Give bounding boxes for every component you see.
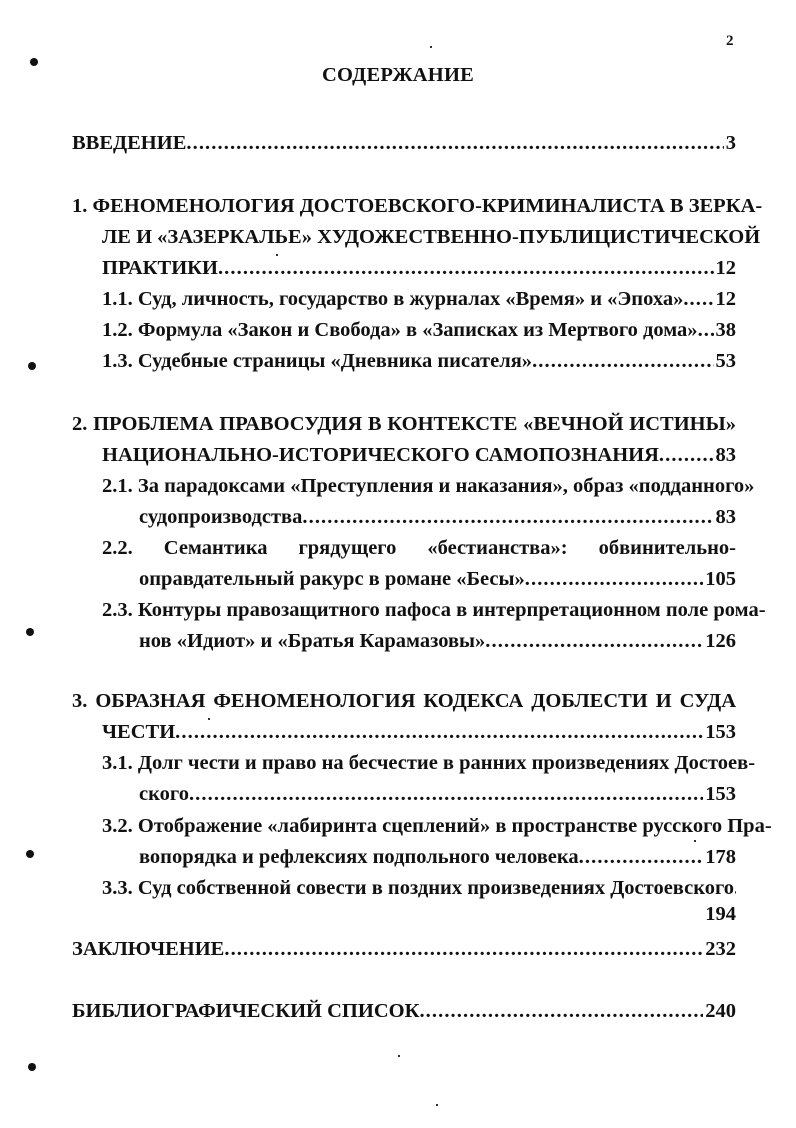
toc-section-2-3-end: нов «Идиот» и «Братья Карамазовы» 126 .....: [139, 628, 736, 654]
toc-section-2-2-end: оправдательный ракурс в романе «Бесы» 105 .....: [139, 566, 736, 592]
toc-chapter-1-cont: ЛЕ И «ЗАЗЕРКАЛЬЕ» ХУДОЖЕСТВЕННО-ПУБЛИЦИСТИЧЕСКОЙ: [102, 226, 761, 248]
toc-section-3-1: 3.1. Долг чести и право на бесчестие в ранних произведениях Достоев-: [102, 752, 756, 774]
toc-section-1-3: 1.3. Судебные страницы «Дневника писателя» 53 .....: [102, 348, 736, 374]
toc-section-1-2: 1.2. Формула «Закон и Свобода» в «Записках из Мертвого дома» 38 .....: [102, 317, 736, 343]
binding-hole-mark: [28, 1063, 36, 1071]
toc-section-3-2-end: вопорядка и рефлексиях подпольного человека 178 .....: [139, 844, 736, 870]
toc-section-3-2: 3.2. Отображение «лабиринта сцеплений» в пространстве русского Пра-: [102, 815, 772, 837]
page-number: 2: [726, 33, 734, 49]
toc-section-3-3: 3.3. Суд собственной совести в поздних произведениях Достоевского 194 .....: [102, 875, 736, 901]
binding-hole-mark: [30, 58, 38, 66]
toc-chapter-2: 2. ПРОБЛЕМА ПРАВОСУДИЯ В КОНТЕКСТЕ «ВЕЧНОЙ ИСТИНЫ»: [72, 413, 736, 435]
toc-chapter-2-end: НАЦИОНАЛЬНО-ИСТОРИЧЕСКОГО САМОПОЗНАНИЯ 83 .....: [102, 442, 736, 468]
toc-entry-conclusion: ЗАКЛЮЧЕНИЕ 232 .....: [72, 936, 736, 962]
binding-hole-mark: [28, 362, 36, 370]
toc-section-2-1-end: судопроизводства 83 .....: [139, 504, 736, 530]
toc-section-1-1: 1.1. Суд, личность, государство в журналах «Время» и «Эпоха» 12 .....: [102, 286, 736, 312]
scan-speck: [430, 46, 432, 48]
toc-entry-bibliography: БИБЛИОГРАФИЧЕСКИЙ СПИСОК 240 .....: [72, 998, 736, 1024]
binding-hole-mark: [26, 850, 34, 858]
binding-hole-mark: [26, 628, 34, 636]
toc-chapter-1-end: ПРАКТИКИ 12 .....: [102, 255, 736, 281]
scan-speck: [436, 1104, 438, 1106]
scan-speck: [694, 840, 696, 842]
toc-chapter-1: 1. ФЕНОМЕНОЛОГИЯ ДОСТОЕВСКОГО-КРИМИНАЛИСТА В ЗЕРКА-: [72, 195, 763, 217]
toc-section-2-2: 2.2. Семантика грядущего «бестианства»: обвинительно-: [102, 537, 736, 559]
toc-section-3-1-end: ского 153 .....: [139, 781, 736, 807]
toc-entry-introduction: ВВЕДЕНИЕ 3 .....: [72, 130, 736, 156]
scan-speck: [398, 1055, 400, 1057]
toc-chapter-3: 3. ОБРАЗНАЯ ФЕНОМЕНОЛОГИЯ КОДЕКСА ДОБЛЕСТИ И СУДА: [72, 690, 736, 712]
toc-section-2-1: 2.1. За парадоксами «Преступления и наказания», образ «подданного»: [102, 475, 755, 497]
page-title: СОДЕРЖАНИЕ: [322, 64, 474, 86]
toc-section-2-3: 2.3. Контуры правозащитного пафоса в интерпретационном поле рома-: [102, 599, 766, 621]
toc-chapter-3-end: ЧЕСТИ 153 .....: [102, 719, 736, 745]
